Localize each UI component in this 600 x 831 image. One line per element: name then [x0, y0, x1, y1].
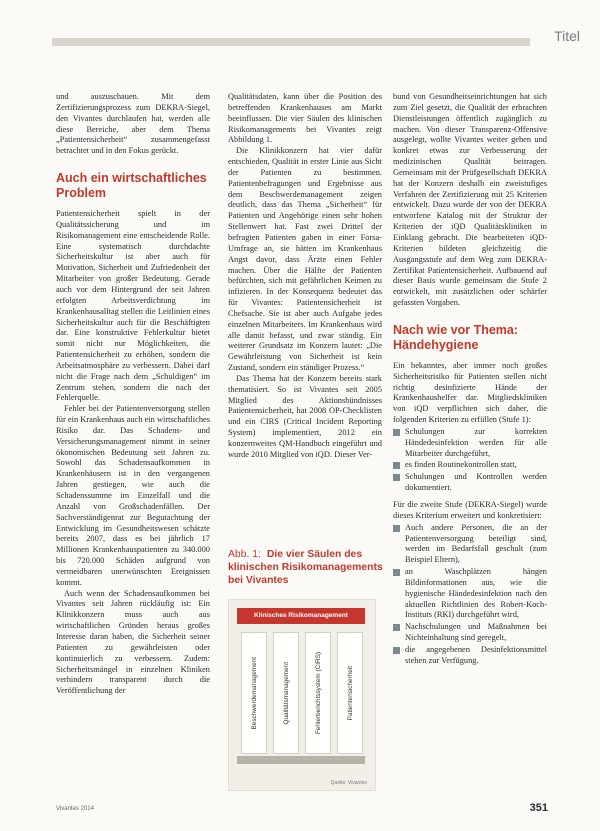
list-item [393, 567, 547, 621]
list-item [393, 460, 547, 471]
body-paragraph: Für die zweite Stufe (DEKRA-Siegel) wurde dieses Kriterium erweitert und konkretisiert: [393, 500, 547, 520]
list-item-text: Nachschulungen und Maßnahmen bei Nichteinhaltung sind geregelt, [405, 622, 547, 643]
body-paragraph: Die Klinikkonzern hat vier dafür entschieden, Qualität in erster Linie aus Sicht der Patienten zu bestimmen. Patientenbefragungen und Ergebnisse aus dem Beschwerdemanagement zeigen deutlich, dass das Thema „Sicherheit“ für Patienten und Angehörige einen sehr hohen Stellenwert hat. Fast zwei Drittel der befragten Patienten gaben in einer Forsa-Umfrage an, sie hätten im Krankenhaus Angst davor, dass Ärzte einen Fehler machen. Über die Hälfte der Patienten befürchten, sich mit gefährlichen Keimen zu infizieren. In der Konsequenz bedeutet das für Vivantes: Patientensicherheit ist Chefsache. Sie ist aber auch Aufgabe jedes einzelnen Mitarbeiters. Im Krankenhaus wird alle damit befasst, und zwar ständig. Ein weiterer Grundsatz im Konzern lautet: „Die Gewährleistung von Sicherheit ist kein Zustand, sondern ein ständiger Prozess.“ [228, 146, 382, 373]
diagram-pillar [273, 632, 299, 754]
list-item-text: es finden Routinekontrollen statt, [405, 460, 517, 470]
diagram-base [237, 756, 365, 764]
list-item [393, 622, 547, 644]
list-item-text: Schulungen und Kontrollen werden dokumentiert. [405, 472, 547, 493]
figure-four-pillars [228, 548, 384, 791]
bullet-list-stage-1 [393, 427, 547, 494]
header-rule [52, 38, 530, 46]
body-paragraph: Fehler bei der Patientenversorgung stellen für ein Krankenhaus auch ein wirtschaftliches Risiko dar. Das Schadens- und Versicherungsmanagement nimmt in seiner ökonomischen Bedeutung seit Jahren zu. Sowohl das Schadensaufkommen in Krankenhäusern ist in den vergangenen Jahren gestiegen, wie auch die Schadenssumme im Einzelfall und die Anzahl von Großschadenfällen. Der Sachverständigenrat zur Begutachtung der Entwicklung im Gesundheitswesen schätzte bereits 2007, dass es bei jährlich 17 Millionen Krankenhauspatienten zu 340.000 bis 720.000 Schäden aufgrund von vermeidbaren unerwünschten Ereignissen kommt. [56, 404, 210, 587]
figure-title: Die vier Säulen des klinischen Risikomanagements bei Vivantes [228, 549, 383, 586]
text-column-1 [56, 92, 210, 697]
text-column-3 [393, 92, 547, 668]
list-item [393, 645, 547, 667]
list-item-text: Auch andere Personen, die an der Patientenversorgung beteiligt sind, werden im Bedarfsfall geschult (zum Beispiel Eltern), [405, 522, 547, 565]
body-paragraph: Patientensicherheit spielt in der Qualitätssicherung und im Risikomanagement eine entscheidende Rolle. Eine systematisch durchdachte Sicherheitskultur ist aber auch für Motivation, Sicherheit und Zufriedenheit der Mitarbeiter von großer Bedeutung. Gerade auch vor dem Hintergrund der seit Jahren erfolgten Arbeitsverdichtung im Krankenhausalltag stellen die Leitlinien eines Sicherheitskultur auch für die Beschäftigten dar. Eine konstruktive Fehlerkultur bietet somit nicht nur Möglichkeiten, die Patientensicherheit zu erhöhen, sondern die Arbeitsatmosphäre zu verbessern. Dabei darf nicht die Frage nach dem „Schuldigen“ im Zentrum stehen, sondern die nach der Fehlerquelle. [56, 209, 210, 403]
bullet-square-icon [393, 525, 400, 532]
bullet-list-stage-2 [393, 523, 547, 667]
bullet-square-icon [393, 647, 400, 654]
pillar-label: Qualitätsmanagement [282, 661, 290, 725]
list-item-text: an Waschplätzen hängen Bildinformationen aus, wie die hygienische Händedesinfektion nach den aktuellen Richtlinien des Robert-Koch-Instituts (RKI) durchgeführt wird, [405, 567, 547, 620]
list-item [393, 523, 547, 566]
intro-paragraph: und auszuschauen. Mit dem Zertifizierungsprozess zum DEKRA-Siegel, den Vivantes durchlaufen hat, werden alle diese Bereiche, aber dem Thema „Patientensicherheit“ zusammengefasst betrachtet und in den Fokus gerückt. [56, 92, 210, 156]
pillar-label: Beschwerdemanagement [250, 656, 258, 730]
bullet-square-icon [393, 429, 400, 436]
diagram-roof: Klinisches Risikomanagement [237, 608, 365, 624]
list-item-text: die angegebenen Desinfektionsmittel stehen zur Verfügung. [405, 644, 547, 665]
body-paragraph: bund von Gesundheitseinrichtungen hat sich zum Ziel gesetzt, die Qualität der erbrachten Dienstleistungen öffentlich zugänglich zu machen. Von dieser Transparenz-Offensive ausgelegt, wollte Vivantes weiter gehen und konkret etwas zur Verbesserung der medizinischen Qualität beitragen. Gemeinsam mit der Prüfgesellschaft DEKRA hat der Konzern deshalb ein zweistufiges Verfahren der Zertifizierung mit 25 Kriterien entwickelt. Dazu wurde der von der DEKRA entworfene Katalog mit der Struktur der Kriterien der iQD Qualitätskliniken in Einklang gebracht. Die bearbeiteten iQD-Kriterien bildeten gleichzeitig die Ausgangsstufe auf dem Weg zum DEKRA-Zertifikat Patientensicherheit. Aufbauend auf dieser Basis wurde gemeinsam die Stufe 2 entwickelt, mit zusätzlichen oder schärfer gefassten Vorgaben. [393, 92, 547, 308]
body-paragraph: Ein bekanntes, aber immer noch großes Sicherheitsrisiko für Patienten stellen nicht richtig desinfizierte Hände der Krankenhaushelfer dar. Mitgliedskliniken von iQD verpflichten sich daher, die folgenden Kriterien zu erfüllen (Stufe 1): [393, 360, 547, 425]
figure-source: Quelle: Vivantes [330, 780, 367, 786]
bullet-square-icon [393, 569, 400, 576]
pillar-label: Patientensicherheit [346, 665, 354, 721]
body-paragraph: Auch wenn der Schadensaufkommen bei Vivantes seit Jahren rückläufig ist: Ein Klinikkonzern muss auch aus wirtschaftlichen Gründen heraus großes Interesse daran haben, die Sicherheit seiner Patienten zu gewährleisten oder kontinuierlich zu verbessern. Zudem: Sicherheitsmängel in einzelnen Kliniken verhindern transparent durch die Veröffentlichung der [56, 588, 210, 696]
diagram-pillar [241, 632, 267, 754]
text-column-2 [228, 92, 382, 461]
bullet-square-icon [393, 462, 400, 469]
bullet-square-icon [393, 474, 400, 481]
figure-caption [228, 548, 384, 587]
body-paragraph: Qualitätsdaten, kann über die Position des betreffenden Krankenhauses am Markt beeinflussen. Die vier Säulen des klinischen Risikomanagements bei Vivantes zeigt Abbildung 1. [228, 92, 382, 145]
diagram-pillar [337, 632, 363, 754]
section-heading-hand-hygiene: Nach wie vor Thema: Händehygiene [393, 322, 519, 352]
list-item [393, 427, 547, 460]
figure-diagram [228, 599, 376, 791]
page-header [0, 0, 600, 62]
section-title: Titel [554, 28, 580, 44]
pillar-label: Fehlerberichtssystem (CIRS) [314, 651, 322, 735]
diagram-pillar [305, 632, 331, 754]
figure-label: Abb. 1: [228, 549, 261, 560]
bullet-square-icon [393, 624, 400, 631]
section-heading-economic: Auch ein wirtschaftliches Problem [56, 171, 207, 201]
page-number: 351 [529, 802, 548, 814]
body-paragraph: Das Thema hat der Konzern bereits stark thematisiert. So ist Vivantes seit 2005 Mitglied des Aktionsbündnisses Patientensicherheit, hat 2008 OP-Checklisten und ein CIRS (Critical Incident Reporting System) implementiert, 2012 ein konzernweites QM-Handbuch eingeführt und wurde 2010 Mitglied von iQD. Dieser Ver- [228, 373, 382, 459]
list-item [393, 472, 547, 494]
list-item-text: Schulungen zur korrekten Händedesinfektion werden für alle Mitarbeiter durchgeführt, [405, 426, 547, 458]
footer-left: Vivantes 2014 [56, 806, 94, 812]
